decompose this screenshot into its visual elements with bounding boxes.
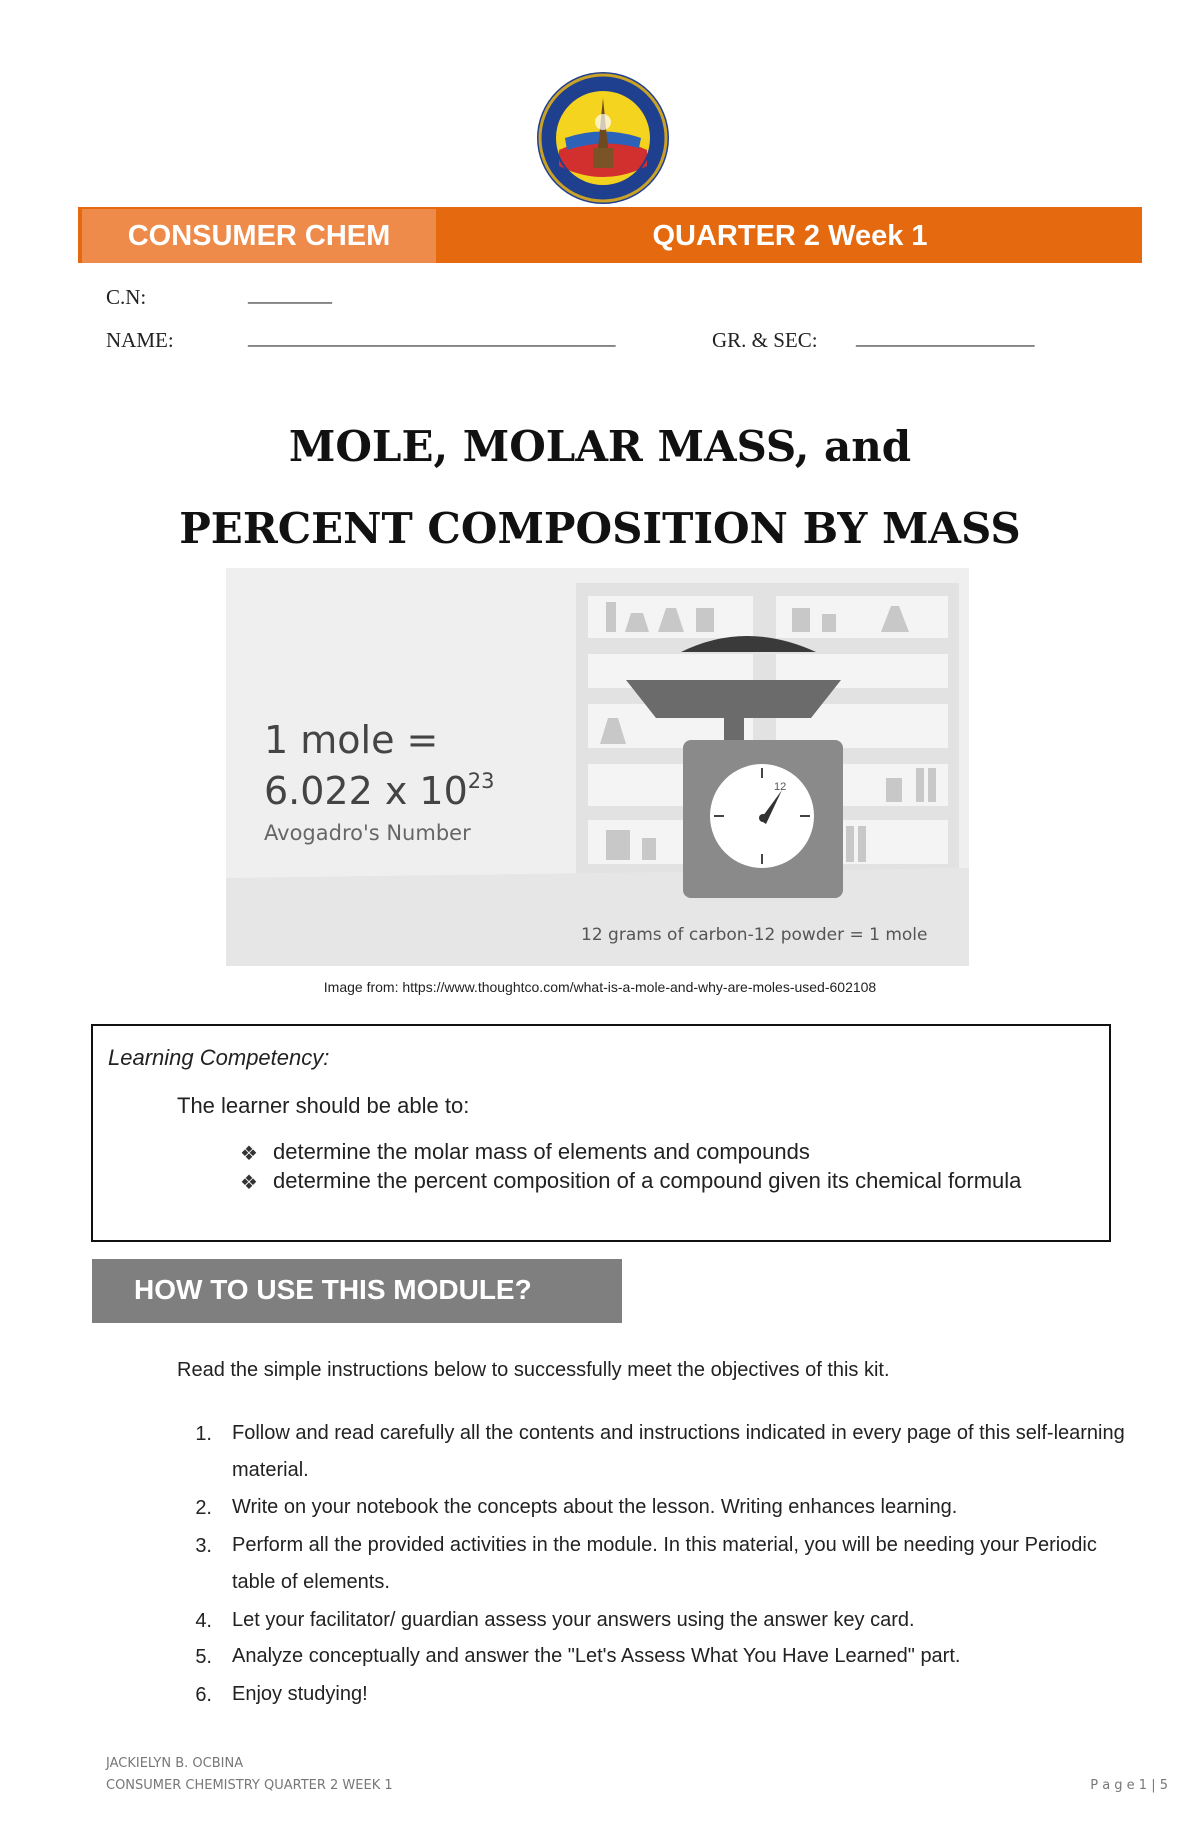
name-blank: ___________________________________ [248,325,616,349]
list-number: 3. [195,1535,212,1557]
diamond-bullet-icon: ❖ [240,1172,258,1194]
list-number: 6. [195,1684,212,1706]
title-line-1: MOLE, MOLAR MASS, and [288,422,912,471]
page-number: P a g e 1 | 5 [1090,1778,1168,1793]
list-number: 5. [195,1646,212,1668]
diamond-bullet-icon: ❖ [240,1143,258,1165]
title-line-2: PERCENT COMPOSITION BY MASS [179,504,1021,553]
howto-heading: HOW TO USE THIS MODULE? [92,1259,622,1323]
list-item: Let your facilitator/ guardian assess your answers using the answer key card. [232,1609,915,1631]
competency-intro: The learner should be able to: [177,1093,470,1118]
mole-equals-text: 1 mole = [264,718,439,762]
competency-item-1: determine the molar mass of elements and compounds [273,1139,810,1164]
competency-heading: Learning Competency: [108,1045,330,1070]
image-credit: Image from: https://www.thoughtco.com/what-is-a-mole-and-why-are-moles-used-602108 [323,979,877,995]
grsec-blank: _________________ [856,325,1035,349]
subject-label: CONSUMER CHEM [82,209,436,263]
list-item: Follow and read carefully all the contents and instructions indicated in every page of this self-learning material. [232,1422,1125,1481]
carbon-caption-text: 12 grams of carbon-12 powder = 1 mole [581,925,928,945]
name-label: NAME: [106,328,174,352]
avogadro-label-text: Avogadro's Number [264,821,471,845]
scale-dial-number: 12 [774,781,787,793]
avogadro-exponent-text: 23 [467,769,495,793]
cn-blank: ________ [248,282,332,306]
list-number: 1. [195,1423,212,1445]
footer-author: JACKIELYN B. OCBINA [106,1756,244,1771]
competency-item-2: determine the percent composition of a compound given its chemical formula [273,1168,1022,1193]
list-number: 4. [195,1610,212,1632]
school-seal-logo [535,70,671,206]
list-item: Analyze conceptually and answer the "Let's Assess What You Have Learned" part. [232,1645,961,1667]
quarter-label: QUARTER 2 Week 1 [652,220,928,252]
list-item: Write on your notebook the concepts about the lesson. Writing enhances learning. [232,1496,958,1518]
list-number: 2. [195,1497,212,1519]
cn-label: C.N: [106,285,147,309]
avogadro-base-text: 6.022 x 10 [264,769,468,813]
svg-text:6.022 x 1023 [264,769,495,813]
list-item: Perform all the provided activities in the module. In this material, you will be needing your Periodic table of elements. [232,1534,1097,1593]
howto-intro: Read the simple instructions below to successfully meet the objectives of this kit. [177,1359,890,1381]
list-item: Enjoy studying! [232,1683,368,1705]
footer-course: CONSUMER CHEMISTRY QUARTER 2 WEEK 1 [106,1778,393,1793]
mole-illustration [226,568,969,966]
grsec-label: GR. & SEC: [712,328,818,352]
